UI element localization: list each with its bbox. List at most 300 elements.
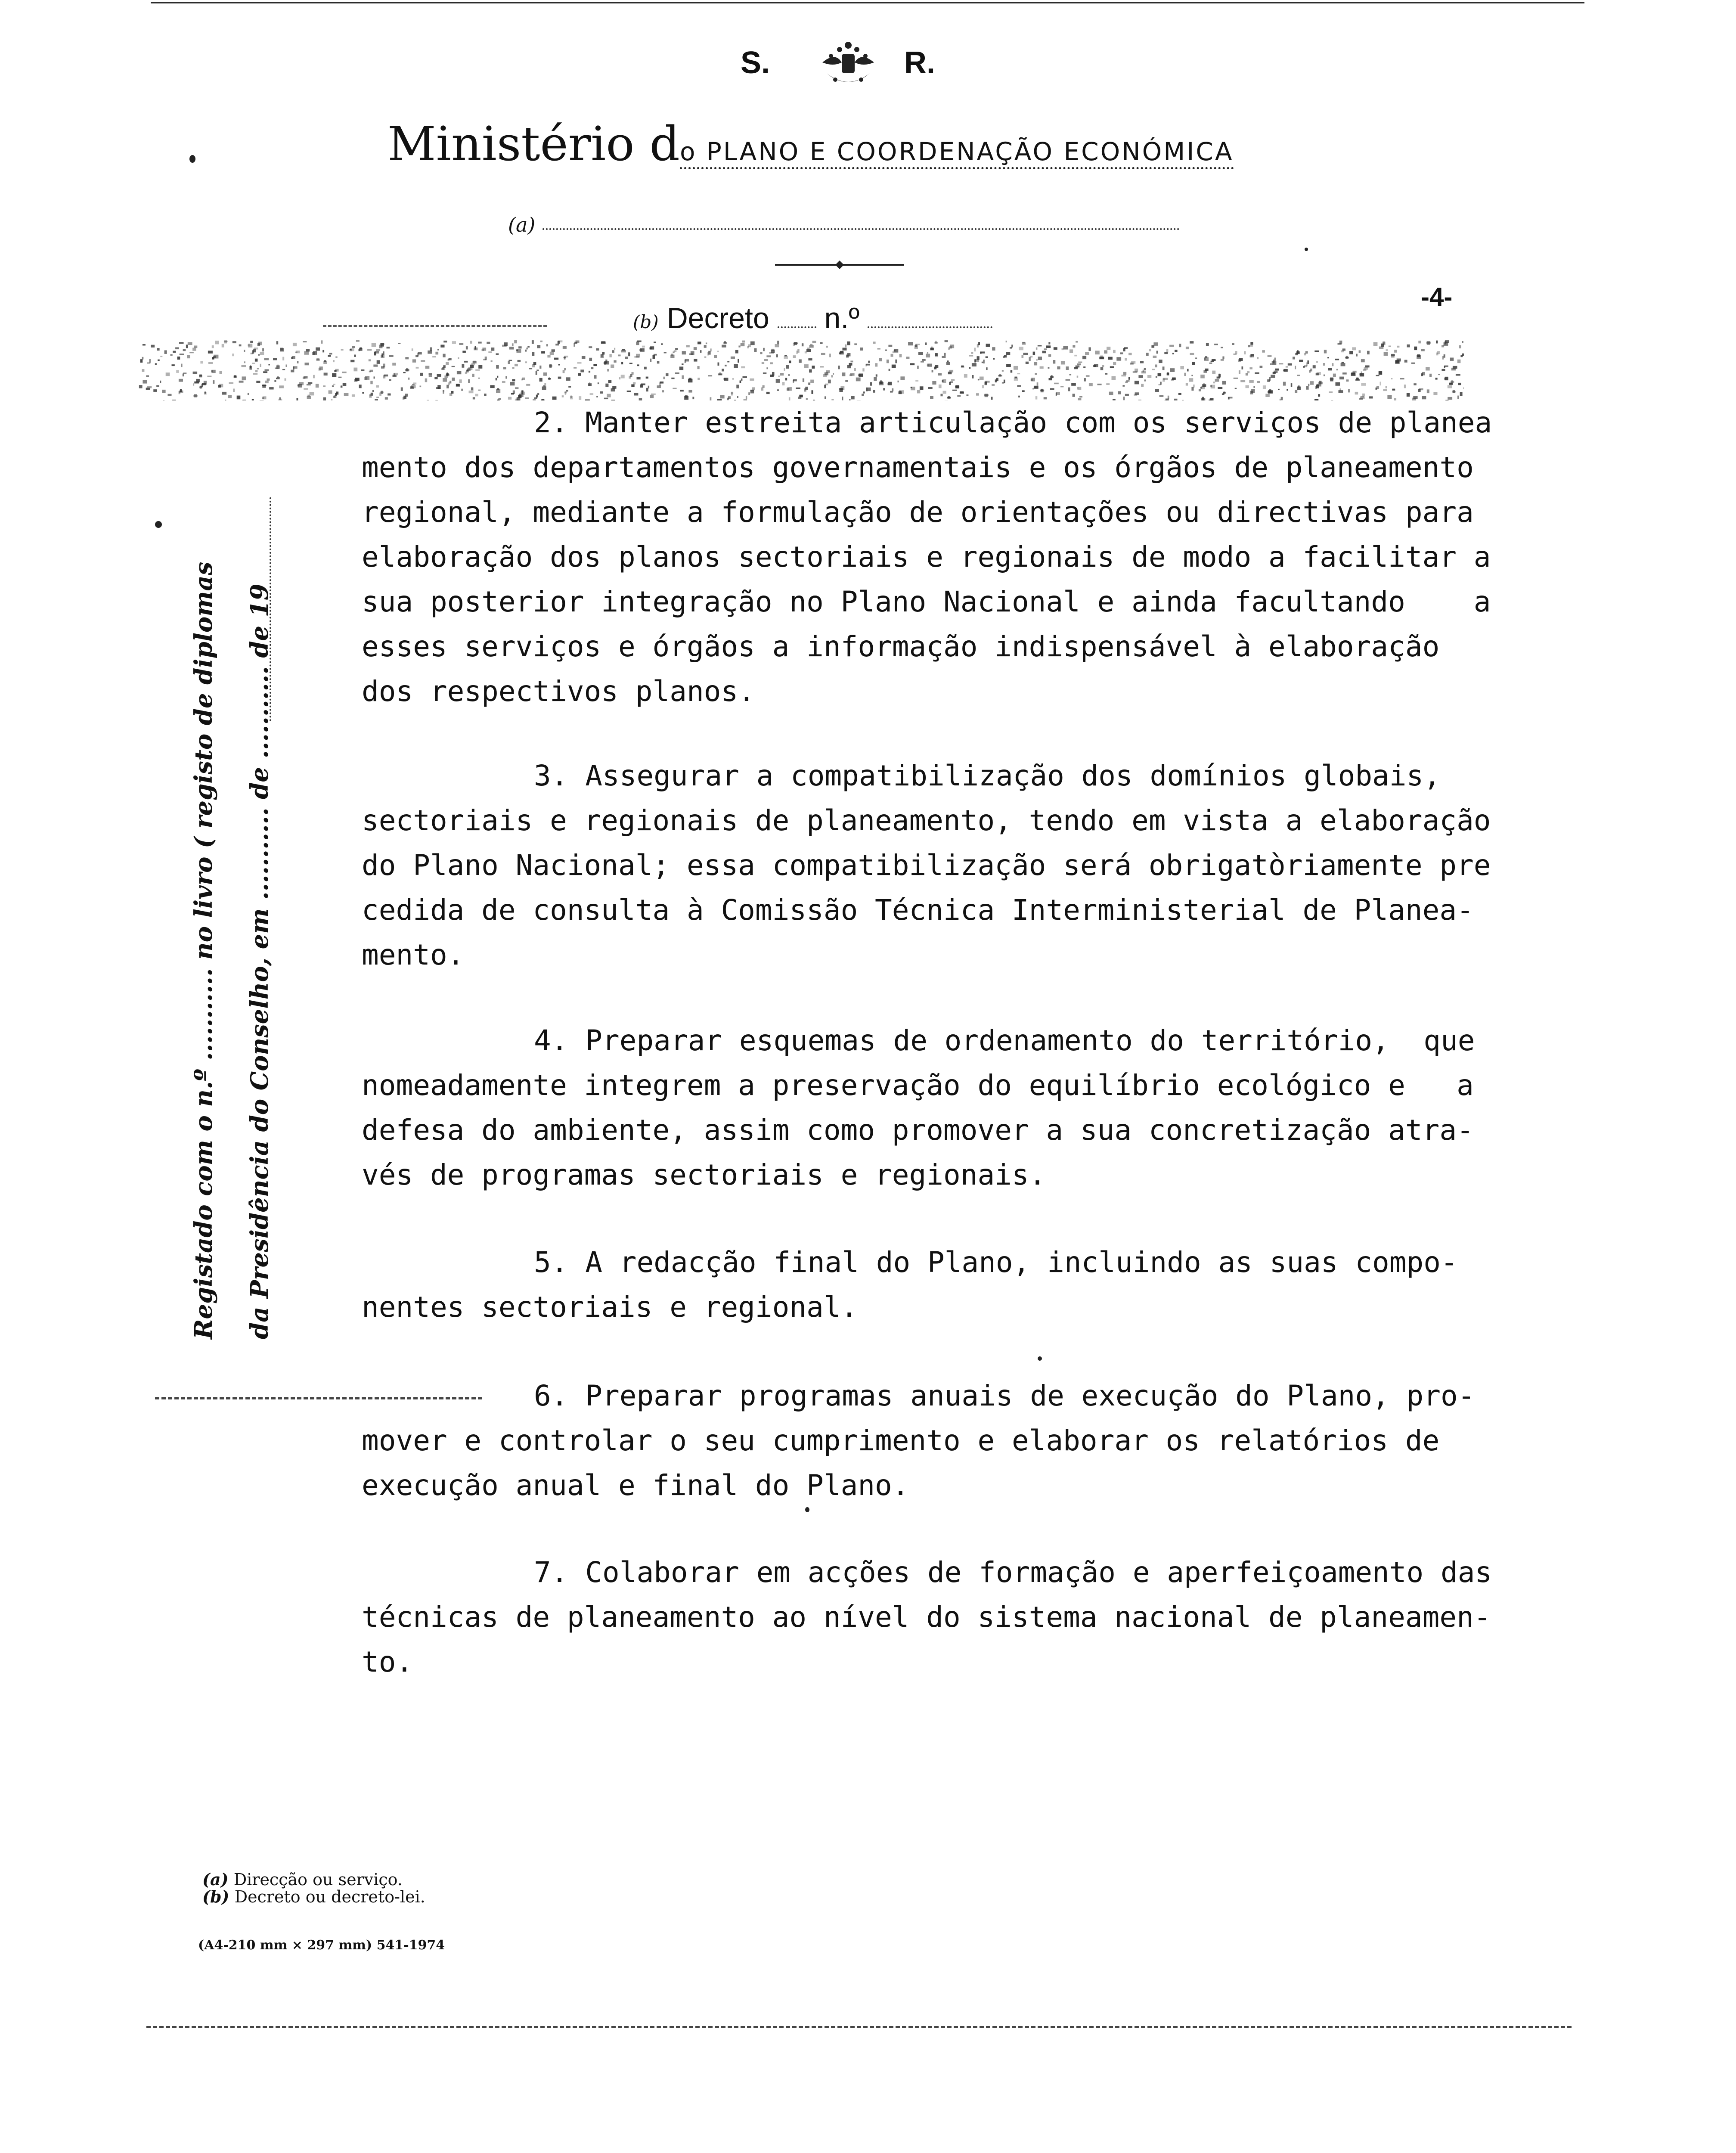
noise-speck <box>1073 394 1075 397</box>
noise-speck <box>1112 376 1116 380</box>
noise-speck <box>510 382 515 385</box>
noise-speck <box>200 361 203 363</box>
noise-speck <box>682 351 686 354</box>
noise-speck <box>1054 347 1057 350</box>
noise-speck <box>554 358 558 360</box>
speck <box>155 521 162 528</box>
noise-speck <box>1061 361 1065 365</box>
noise-speck <box>1283 382 1286 386</box>
noise-speck <box>312 352 315 355</box>
noise-speck <box>952 390 957 391</box>
noise-speck <box>788 374 790 376</box>
noise-speck <box>918 352 923 355</box>
noise-speck <box>908 342 913 345</box>
noise-speck <box>1333 374 1336 377</box>
noise-speck <box>891 354 893 357</box>
noise-speck <box>1218 387 1222 389</box>
noise-speck <box>942 379 946 383</box>
noise-speck <box>474 347 477 350</box>
noise-speck <box>589 371 590 373</box>
noise-speck <box>732 378 734 380</box>
noise-speck <box>1017 373 1020 374</box>
noise-speck <box>526 347 528 349</box>
noise-speck <box>634 393 638 395</box>
noise-speck <box>718 363 719 366</box>
noise-speck <box>446 374 449 376</box>
noise-speck <box>1435 378 1438 379</box>
noise-speck <box>661 343 663 345</box>
noise-speck <box>1109 392 1113 395</box>
noise-speck <box>854 368 856 371</box>
noise-speck <box>558 340 563 342</box>
noise-speck <box>459 379 462 383</box>
noise-speck <box>208 351 213 354</box>
noise-speck <box>1195 357 1197 359</box>
speck <box>1038 1356 1042 1361</box>
noise-speck <box>258 354 260 356</box>
noise-speck <box>1395 360 1399 364</box>
noise-speck <box>770 362 773 364</box>
noise-speck <box>1223 392 1226 394</box>
noise-speck <box>1384 352 1388 356</box>
noise-speck <box>470 341 472 344</box>
noise-speck <box>1159 360 1162 363</box>
noise-speck <box>885 350 887 351</box>
noise-speck <box>670 355 674 358</box>
noise-speck <box>157 348 160 351</box>
noise-speck <box>521 391 524 392</box>
noise-speck <box>831 375 833 377</box>
noise-speck <box>342 372 346 373</box>
noise-speck <box>394 373 398 375</box>
noise-speck <box>917 390 920 394</box>
noise-speck <box>175 347 179 350</box>
noise-speck <box>277 377 280 379</box>
noise-speck <box>985 394 988 397</box>
noise-speck <box>1042 351 1046 354</box>
noise-speck <box>1053 360 1056 364</box>
noise-speck <box>473 361 476 363</box>
noise-speck <box>772 372 775 376</box>
noise-speck <box>276 366 280 369</box>
paragraph-line: execução anual e final do Plano. <box>362 1469 909 1502</box>
noise-speck <box>1352 372 1355 375</box>
noise-speck <box>977 344 979 347</box>
noise-speck <box>539 378 542 382</box>
noise-speck <box>417 353 419 357</box>
noise-speck <box>1387 395 1392 399</box>
noise-speck <box>1175 350 1178 352</box>
noise-speck <box>1459 345 1461 348</box>
noise-speck <box>464 361 468 363</box>
noise-speck <box>212 345 214 348</box>
noise-speck <box>517 349 521 353</box>
noise-speck <box>589 358 592 361</box>
noise-speck <box>443 378 447 382</box>
noise-speck <box>754 348 757 352</box>
noise-speck <box>621 362 623 364</box>
noise-speck <box>1391 378 1392 379</box>
noise-speck <box>1206 343 1209 346</box>
noise-speck <box>353 368 357 372</box>
noise-speck <box>1328 368 1332 371</box>
noise-speck <box>1263 385 1266 389</box>
speck <box>805 1507 809 1512</box>
noise-speck <box>533 362 536 365</box>
noise-speck <box>1309 370 1311 373</box>
noise-speck <box>618 354 621 356</box>
noise-speck <box>1048 367 1050 369</box>
noise-speck <box>139 385 143 388</box>
noise-speck <box>689 354 693 355</box>
noise-speck <box>297 398 298 400</box>
noise-speck <box>608 369 609 372</box>
noise-speck <box>269 387 273 389</box>
noise-speck <box>452 366 455 367</box>
noise-speck <box>1222 394 1224 395</box>
noise-speck <box>580 369 584 372</box>
noise-speck <box>1060 386 1063 387</box>
noise-speck <box>268 364 270 366</box>
noise-speck <box>478 365 482 369</box>
paragraph-6 <box>362 1374 1533 1508</box>
noise-speck <box>1026 362 1029 364</box>
noise-speck <box>879 358 882 361</box>
noise-speck <box>1105 373 1107 375</box>
noise-speck <box>766 367 768 369</box>
noise-speck <box>304 351 309 355</box>
noise-speck <box>461 389 463 391</box>
noise-speck <box>803 378 804 382</box>
paragraph-line: mover e controlar o seu cumprimento e elaborar os relatórios de <box>362 1424 1440 1457</box>
noise-speck <box>372 390 374 392</box>
noise-speck <box>1095 351 1100 354</box>
noise-speck <box>991 397 993 400</box>
noise-speck <box>955 386 957 388</box>
noise-speck <box>812 390 813 394</box>
noise-speck <box>708 375 712 376</box>
noise-speck <box>319 368 321 371</box>
noise-speck <box>341 386 343 388</box>
noise-speck <box>577 362 582 364</box>
noise-speck <box>1433 392 1437 395</box>
noise-speck <box>452 378 455 381</box>
noise-speck <box>1088 347 1091 351</box>
noise-speck <box>1062 348 1064 350</box>
noise-speck <box>993 358 995 360</box>
noise-speck <box>769 352 774 354</box>
noise-speck <box>416 367 419 369</box>
noise-speck <box>777 341 779 344</box>
noise-speck <box>381 354 383 357</box>
noise-speck <box>694 359 697 362</box>
noise-speck <box>947 397 951 399</box>
noise-speck <box>1186 383 1188 386</box>
noise-speck <box>213 380 214 384</box>
noise-speck <box>256 381 260 383</box>
noise-speck <box>1453 366 1457 369</box>
noise-speck <box>491 360 493 362</box>
noise-speck <box>250 341 253 343</box>
noise-speck <box>1318 382 1323 385</box>
noise-speck <box>478 390 481 391</box>
noise-speck <box>412 348 413 351</box>
noise-speck <box>307 395 310 397</box>
noise-speck <box>194 394 197 397</box>
noise-speck <box>443 341 447 342</box>
noise-speck <box>806 349 811 352</box>
noise-speck <box>654 354 657 356</box>
noise-speck <box>644 367 647 369</box>
noise-speck <box>762 362 764 364</box>
noise-speck <box>544 383 546 387</box>
noise-speck <box>307 384 311 385</box>
footnote-a: (a) Direcção ou serviço. <box>202 1870 403 1889</box>
noise-speck <box>780 373 784 375</box>
noise-speck <box>840 351 843 353</box>
service-label: (a) <box>508 213 536 236</box>
noise-speck <box>960 391 964 393</box>
noise-speck <box>1308 384 1309 386</box>
noise-speck <box>682 375 684 379</box>
noise-speck <box>842 397 843 400</box>
noise-speck <box>1404 385 1406 388</box>
noise-speck <box>328 355 331 357</box>
noise-speck <box>336 391 338 394</box>
noise-speck <box>1107 347 1110 350</box>
noise-speck <box>1297 387 1301 390</box>
noise-speck <box>1362 394 1365 397</box>
noise-speck <box>763 385 765 388</box>
noise-speck <box>310 392 314 396</box>
noise-speck <box>1153 342 1158 346</box>
noise-speck <box>1133 371 1138 373</box>
noise-speck <box>630 374 632 377</box>
noise-speck <box>508 360 512 361</box>
noise-speck <box>1327 357 1329 358</box>
noise-speck <box>1093 365 1096 367</box>
noise-speck <box>637 377 641 380</box>
noise-speck <box>875 363 877 366</box>
noise-speck <box>558 364 560 365</box>
noise-speck <box>1199 389 1201 391</box>
noise-speck <box>1004 380 1005 383</box>
noise-speck <box>233 389 235 392</box>
noise-speck <box>376 385 379 388</box>
noise-speck <box>257 368 259 369</box>
noise-speck <box>222 392 226 395</box>
noise-speck <box>1400 378 1404 379</box>
noise-speck <box>596 348 599 351</box>
noise-speck <box>684 396 688 400</box>
noise-speck <box>1135 392 1139 395</box>
noise-speck <box>657 361 660 364</box>
noise-speck <box>1186 347 1189 349</box>
noise-speck <box>928 387 933 389</box>
noise-speck <box>239 344 242 347</box>
noise-speck <box>860 347 863 351</box>
noise-speck <box>1084 378 1086 382</box>
noise-speck <box>663 377 665 379</box>
noise-speck <box>306 349 310 351</box>
noise-speck <box>291 370 294 372</box>
noise-speck <box>865 364 867 366</box>
noise-speck <box>735 350 738 354</box>
noise-speck <box>742 341 745 343</box>
noise-speck <box>1436 341 1438 344</box>
noise-speck <box>1191 387 1194 391</box>
noise-speck <box>304 388 308 390</box>
noise-speck <box>957 395 961 397</box>
noise-speck <box>164 351 167 354</box>
noise-speck <box>496 354 499 355</box>
noise-speck <box>673 351 675 353</box>
noise-speck <box>825 384 828 385</box>
noise-speck <box>921 361 924 363</box>
noise-speck <box>1330 378 1334 380</box>
noise-speck <box>728 396 731 399</box>
noise-speck <box>329 353 332 355</box>
noise-speck <box>986 357 988 358</box>
noise-speck <box>496 365 499 369</box>
noise-speck <box>1427 341 1430 345</box>
noise-speck <box>1215 379 1219 382</box>
noise-speck <box>808 382 810 385</box>
noise-speck <box>265 381 269 383</box>
noise-speck <box>1180 366 1184 369</box>
noise-speck <box>361 369 365 371</box>
noise-speck <box>1250 354 1254 357</box>
noise-speck <box>434 377 437 379</box>
noise-speck <box>675 372 679 374</box>
noise-speck <box>829 354 831 357</box>
noise-speck <box>503 367 506 369</box>
noise-speck <box>370 381 372 384</box>
noise-speck <box>938 373 942 375</box>
noise-speck <box>1288 363 1292 366</box>
noise-speck <box>794 343 798 344</box>
noise-speck <box>964 374 967 378</box>
noise-speck <box>1444 366 1445 369</box>
noise-speck <box>471 363 475 366</box>
noise-speck <box>741 366 745 369</box>
noise-speck <box>628 352 630 356</box>
noise-speck <box>155 363 157 365</box>
noise-speck <box>239 381 244 383</box>
noise-speck <box>514 340 517 343</box>
noise-speck <box>471 388 474 391</box>
noise-speck <box>1260 366 1263 368</box>
noise-speck <box>838 366 840 369</box>
noise-speck <box>648 386 649 388</box>
noise-speck <box>1314 351 1319 352</box>
speck <box>1305 248 1308 251</box>
noise-speck <box>274 380 276 382</box>
noise-speck <box>736 385 739 388</box>
noise-speck <box>408 378 409 380</box>
noise-speck <box>986 344 990 347</box>
noise-speck <box>868 361 870 363</box>
noise-speck <box>825 396 826 399</box>
noise-speck <box>443 390 444 394</box>
noise-speck <box>262 385 267 386</box>
noise-speck <box>1232 343 1234 345</box>
noise-speck <box>675 348 678 350</box>
noise-speck <box>1014 378 1018 381</box>
noise-speck <box>1235 388 1237 389</box>
noise-speck <box>706 343 707 344</box>
noise-speck <box>847 341 850 345</box>
noise-speck <box>969 355 973 357</box>
margin-line-2: da Presidência do Conselho, em ........... de ........... de 19 <box>245 583 274 1339</box>
noise-speck <box>787 387 792 391</box>
noise-speck <box>1448 397 1452 400</box>
noise-speck <box>564 368 566 371</box>
noise-speck <box>350 349 351 350</box>
noise-speck <box>333 360 335 362</box>
noise-speck <box>303 341 307 342</box>
noise-speck <box>862 394 864 396</box>
noise-speck <box>1463 388 1464 389</box>
noise-speck <box>804 364 809 368</box>
noise-speck <box>354 379 358 382</box>
noise-speck <box>405 357 409 359</box>
paragraph-line: defesa do ambiente, assim como promover a sua concretização atra- <box>362 1114 1474 1147</box>
noise-speck <box>509 347 514 349</box>
noise-speck <box>435 352 438 355</box>
noise-speck <box>1363 369 1367 371</box>
noise-speck <box>845 344 846 347</box>
noise-speck <box>517 397 521 400</box>
noise-speck <box>177 357 180 360</box>
noise-speck <box>450 393 453 396</box>
noise-speck <box>381 366 384 369</box>
noise-speck <box>332 385 334 387</box>
noise-speck <box>1200 375 1205 378</box>
noise-speck <box>689 378 691 380</box>
noise-speck <box>748 392 750 395</box>
noise-speck <box>1156 351 1158 354</box>
noise-speck <box>763 372 766 374</box>
noise-speck <box>255 370 257 372</box>
noise-speck <box>659 382 661 386</box>
noise-speck <box>741 378 743 381</box>
noise-speck <box>475 394 478 397</box>
noise-speck <box>876 374 877 376</box>
noise-speck <box>633 382 636 385</box>
noise-speck <box>1102 365 1104 367</box>
noise-speck <box>536 395 538 398</box>
noise-speck <box>1286 366 1288 368</box>
noise-speck <box>596 396 598 397</box>
noise-speck <box>389 379 391 381</box>
noise-speck <box>1169 345 1174 347</box>
noise-speck <box>890 391 893 393</box>
noise-speck <box>1418 389 1421 392</box>
noise-speck <box>975 359 980 362</box>
noise-speck <box>518 346 522 348</box>
noise-speck <box>664 352 666 353</box>
noise-speck <box>199 374 202 376</box>
noise-speck <box>1323 363 1325 366</box>
noise-speck <box>725 365 727 366</box>
noise-speck <box>166 372 170 376</box>
noise-speck <box>1316 373 1319 375</box>
noise-speck <box>1281 397 1283 400</box>
decree-dots <box>778 326 816 328</box>
noise-speck <box>202 383 206 385</box>
noise-speck <box>1149 349 1151 351</box>
